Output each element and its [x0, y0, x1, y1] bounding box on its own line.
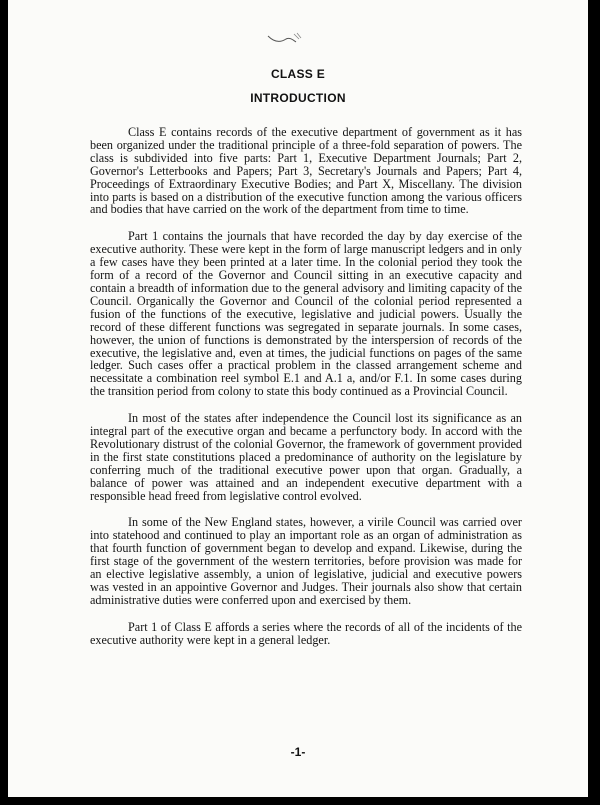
page-number: -1- [290, 745, 306, 759]
document-page [8, 0, 588, 797]
handwritten-mark [266, 30, 306, 46]
class-title: CLASS E [270, 67, 326, 81]
paragraph: In some of the New England states, however, a virile Council was carried over into statehood and continued to play an important role as an organ of administration as that fourth function of government began to develop and expand. Likewise, during the first stage of the government of the western territories, before provision was made for an elective legislative assembly, a union of legislative, judicial and executive powers was vested in an appointive Governor and Judges. Their journals also show that certain administrative duties were conferred upon and exercised by them. [90, 515, 522, 607]
section-title: INTRODUCTION [250, 91, 346, 105]
paragraph: Class E contains records of the executive department of government as it has been organized under the traditional principle of a three-fold separation of powers. The class is subdivided into five parts: Part 1, Executive Department Journals; Part 2, Governor's Letterbooks and Papers; Part 3, Secretary's Journals and Papers; Part 4, Proceedings of Extraordinary Executive Bodies; and Part X, Miscellany. The division into parts is based on a distribution of the executive function among the various officers and bodies that have carried on the work of the department from time to time. [90, 125, 522, 217]
paragraph: In most of the states after independence the Council lost its significance as an integral part of the executive organ and became a perfunctory body. In accord with the Revolutionary distrust of the colonial Governor, the framework of government provided in the first state constitutions placed a predominance of authority on the legislature by conferring much of the traditional executive power upon that organ. Gradually, a balance of power was attained and an independent executive department with a responsible head freed from legislative control evolved. [90, 411, 522, 503]
paragraph: Part 1 of Class E affords a series where the records of all of the incidents of the executive authority were kept in a general ledger. [90, 619, 522, 647]
paragraph: Part 1 contains the journals that have recorded the day by day exercise of the executive authority. These were kept in the form of large manuscript ledgers and in only a few cases have they been printed at a later time. In the colonial period they took the form of a record of the Governor and Council sitting in an executive capacity and contain a breadth of information due to the general advisory and limiting capacity of the Council. Organically the Governor and Council of the colonial period represented a fusion of the functions of the executive, legislative and judicial powers. Usually the record of these different functions was segregated in separate journals. In some cases, however, the union of functions is demonstrated by the interspersion of records of the executive, the legislative and, even at times, the judicial functions on pages of the same ledger. Such cases offer a practical problem in the classed arrangement scheme and necessitate a combination reel symbol E.1 and A.1 a, and/or F.1. In some cases during the transition period from colony to state this body continued as a Provincial Council. [90, 229, 522, 399]
body-text [90, 126, 522, 661]
